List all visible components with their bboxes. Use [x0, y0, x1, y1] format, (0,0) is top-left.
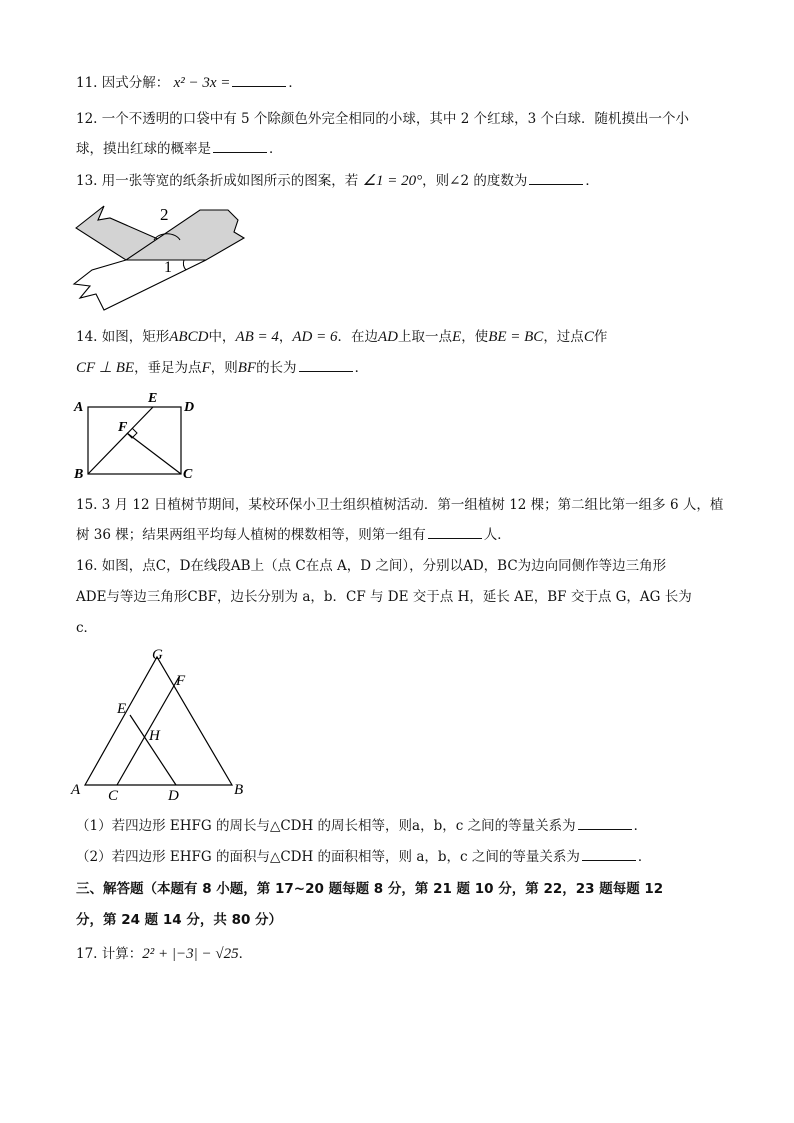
q11-text: 因式分解： [101, 75, 170, 91]
q16-part1-answer-blank[interactable] [578, 817, 632, 830]
svg-text:D: D [184, 400, 195, 415]
q13-condition: ∠1 = 20° [362, 173, 423, 189]
question-15-line2: 树 36 棵；结果两组平均每人植树的棵数相等，则第一组有 人． [76, 527, 511, 543]
section-3-heading-line2: 分，第 24 题 14 分，共 80 分） [76, 912, 283, 928]
section-3-heading-line1: 三、解答题（本题有 8 小题，第 17~20 题每题 8 分，第 21 题 10 分，第 22，23 题每题 12 [76, 881, 664, 897]
question-11: 11. 因式分解： x² − 3x = ． [76, 75, 302, 91]
svg-text:E: E [117, 701, 127, 717]
q13-label-2: 2 [160, 205, 169, 224]
svg-text:B: B [234, 782, 244, 798]
question-16-part1: （1）若四边形 EHFG 的周长与△CDH 的周长相等，则a，b，c 之间的等量关系为 ． [76, 818, 648, 834]
q11-answer-blank[interactable] [232, 74, 286, 87]
q13-lower-strip [74, 260, 206, 310]
q16-triangle-agb [85, 657, 232, 785]
q14-rectangle-figure [70, 390, 200, 482]
question-12-line1: 12. 一个不透明的口袋中有 5 个除颜色外完全相同的小球，其中 2 个红球，3 个白球．随机摸出一个小 [76, 111, 689, 127]
q17-expression: 2² + |−3| − √25 [142, 946, 239, 962]
svg-text:C: C [108, 788, 119, 804]
q11-number: 11. [76, 75, 98, 91]
question-16-part2: （2）若四边形 EHFG 的面积与△CDH 的面积相等，则 a，b，c 之间的等量关系为 ． [76, 849, 652, 865]
q14-answer-blank[interactable] [299, 359, 353, 372]
svg-text:B: B [74, 467, 84, 482]
svg-text:F: F [176, 673, 186, 689]
question-17: 17. 计算：2² + |−3| − √25． [76, 946, 253, 962]
q12-answer-blank[interactable] [213, 140, 267, 153]
question-14-line2: CF ⊥ BE，垂足为点F，则BF的长为 ． [76, 360, 369, 376]
svg-text:A: A [71, 782, 81, 798]
q16-triangle-figure [68, 642, 258, 807]
q13-label-1: 1 [164, 259, 172, 276]
q13-folded-strip-figure [70, 198, 250, 313]
svg-text:H: H [149, 728, 160, 744]
question-14-line1: 14. 如图，矩形ABCD中，AB = 4，AD = 6．在边AD上取一点E，使BE = BC，过点C作 [76, 329, 608, 345]
svg-text:A: A [74, 400, 84, 415]
svg-text:C: C [183, 467, 193, 482]
svg-text:D: D [168, 788, 179, 804]
q11-expression: x² − 3x = [173, 75, 231, 91]
question-12-line2: 球，摸出红球的概率是 ． [76, 141, 283, 157]
q14-segment-cf [127, 433, 181, 474]
question-13: 13. 用一张等宽的纸条折成如图所示的图案，若 ∠1 = 20°，则∠2 的度数为 ． [76, 173, 599, 189]
svg-text:E: E [148, 391, 158, 406]
q13-answer-blank[interactable] [529, 172, 583, 185]
question-16-line3: c． [76, 620, 98, 636]
q14-segment-be [88, 407, 153, 474]
q15-answer-blank[interactable] [428, 526, 482, 539]
question-16-line2: ADE与等边三角形CBF，边长分别为 a，b．CF 与 DE 交于点 H，延长 AE，BF 交于点 G，AG 长为 [76, 589, 692, 605]
svg-text:F: F [118, 420, 128, 435]
q16-part2-answer-blank[interactable] [582, 848, 636, 861]
q16-segment-cf [117, 677, 179, 785]
svg-text:G: G [152, 647, 163, 663]
question-15-line1: 15. 3 月 12 日植树节期间，某校环保小卫士组织植树活动．第一组植树 12 棵；第二组比第一组多 6 人，植 [76, 497, 724, 513]
question-16-line1: 16. 如图，点C，D在线段AB上（点 C在点 A，D 之间），分别以AD，BC为边向同侧作等边三角形 [76, 558, 667, 574]
